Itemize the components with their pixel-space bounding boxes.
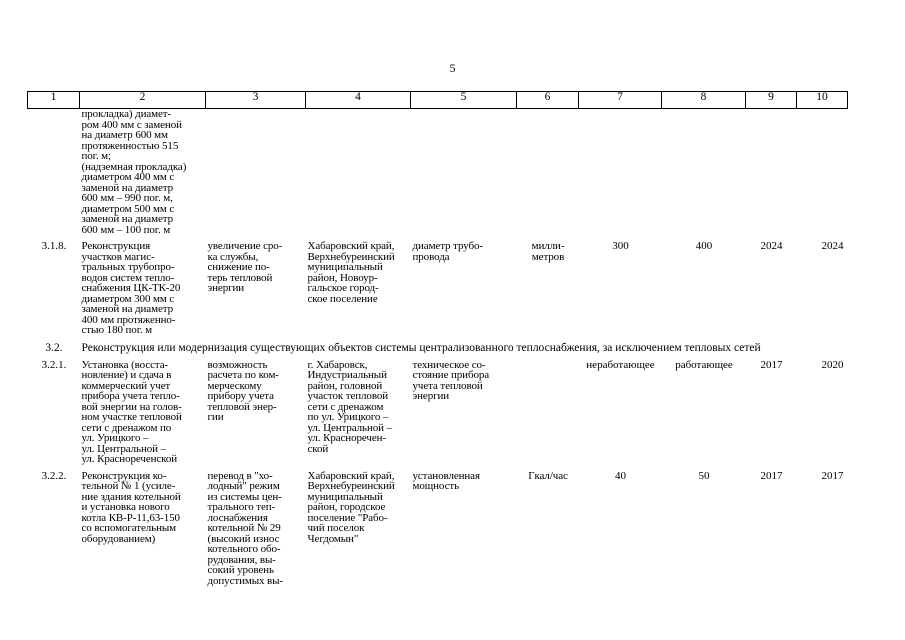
measure-name: Реконструкция ко- тельной № 1 (усиле- ние здания котельной и установка нового котла КВ-Р-11,63-150 со вспомогательным оборудованием) (81, 469, 181, 545)
measure-purpose: перевод в "хо- лодный" режим из системы цен- трального теп- лоснабжения котельной № 29 (высокий износ котельного обо- рудования, вы- сокий уровень допустимых вы- (207, 469, 284, 587)
year-start: 2017 (760, 469, 783, 482)
column-header: 1 (28, 92, 80, 109)
measure-purpose: увеличение сро- ка службы, снижение по- терь тепловой энергии (207, 240, 283, 294)
column-header: 7 (579, 92, 662, 109)
year-start: 2017 (760, 358, 783, 371)
measure-location: г. Хабаровск, Индустриальный район, головной участок тепловой сети с дренажом по ул. Урицкого – ул. Центральной – ул. Красноречен- ской (307, 358, 392, 455)
column-header: 10 (797, 92, 848, 109)
column-header: 3 (206, 92, 306, 109)
table-row (28, 471, 848, 587)
measure-unit (517, 360, 579, 465)
column-header: 6 (517, 92, 579, 109)
section-title: Реконструкция или модернизация существующих объектов системы централизованного теплоснабжения, за исключением тепловых сетей (81, 341, 761, 354)
column-header: 5 (411, 92, 517, 109)
value-before: неработающее (586, 358, 655, 371)
measure-indicator: техническое со- стояние прибора учета тепловой энергии (412, 358, 490, 402)
value-before: 300 (612, 240, 629, 252)
measure-purpose (206, 109, 306, 236)
measure-indicator: диаметр трубо- провода (412, 240, 483, 263)
row-number: 3.2.2. (41, 469, 67, 482)
measure-indicator: установленная мощность (412, 469, 480, 492)
year-start: 2024 (760, 240, 783, 252)
value-after: 400 (695, 240, 713, 252)
table-header-row (28, 92, 848, 109)
measure-name: Реконструкция участков магис- тральных трубопро- водов систем тепло- снабжения ЦК-ТК-20 диаметром 300 мм с заменой на диаметр 400 мм протяженно- стью 180 пог. м (81, 240, 181, 336)
value-before (579, 109, 662, 236)
column-header: 9 (746, 92, 797, 109)
measure-unit: Гкал/час (528, 469, 568, 482)
value-after: работающее (675, 358, 733, 371)
year-end (797, 109, 848, 236)
measure-location: Хабаровский край, Верхнебуреинский муниципальный район, городское поселение "Рабо- чий поселок Чегдомын" (307, 469, 395, 545)
year-end: 2017 (821, 469, 844, 482)
table-row (28, 109, 848, 236)
measure-name: прокладка) диамет- ром 400 мм с заменой на диаметр 600 мм протяженностью 515 пог. м; (надземная прокладка) диаметром 400 мм с заменой на диаметр 600 мм – 990 пог. м, диаметром 500 мм с заменой на диаметр 600 мм – 100 пог. м (81, 108, 187, 236)
column-header: 8 (662, 92, 746, 109)
table-row (28, 360, 848, 465)
column-header: 2 (80, 92, 206, 109)
measure-location: Хабаровский край, Верхнебуреинский муниципальный район, Новоур- гальское город- ское поселение (307, 240, 395, 305)
year-start (746, 109, 797, 236)
column-header: 4 (306, 92, 411, 109)
table-row (28, 241, 848, 336)
section-row (28, 342, 848, 354)
measure-indicator (411, 109, 517, 236)
measure-unit (517, 109, 579, 236)
year-end: 2024 (821, 240, 844, 252)
row-number: 3.2.1. (41, 358, 67, 371)
year-end: 2020 (821, 358, 844, 371)
section-number: 3.2. (45, 341, 63, 354)
row-number (28, 109, 80, 236)
data-table (27, 91, 848, 586)
row-number: 3.1.8. (41, 240, 67, 252)
value-before: 40 (615, 469, 626, 482)
measure-purpose: возможность расчета по ком- мерческому прибору учета тепловой энер- гии (207, 358, 279, 423)
value-after: 50 (698, 469, 710, 482)
measure-location (306, 109, 411, 236)
page-number: 5 (449, 61, 456, 75)
measure-name: Установка (восста- новление) и сдача в коммерческий учет прибора учета тепло- вой энергии на голов- ном участке тепловой сети с дренажом по ул. Урицкого – ул. Центральной – ул. Краснореченской (81, 358, 182, 465)
measure-unit: милли- метров (531, 240, 565, 263)
value-after (662, 109, 746, 236)
